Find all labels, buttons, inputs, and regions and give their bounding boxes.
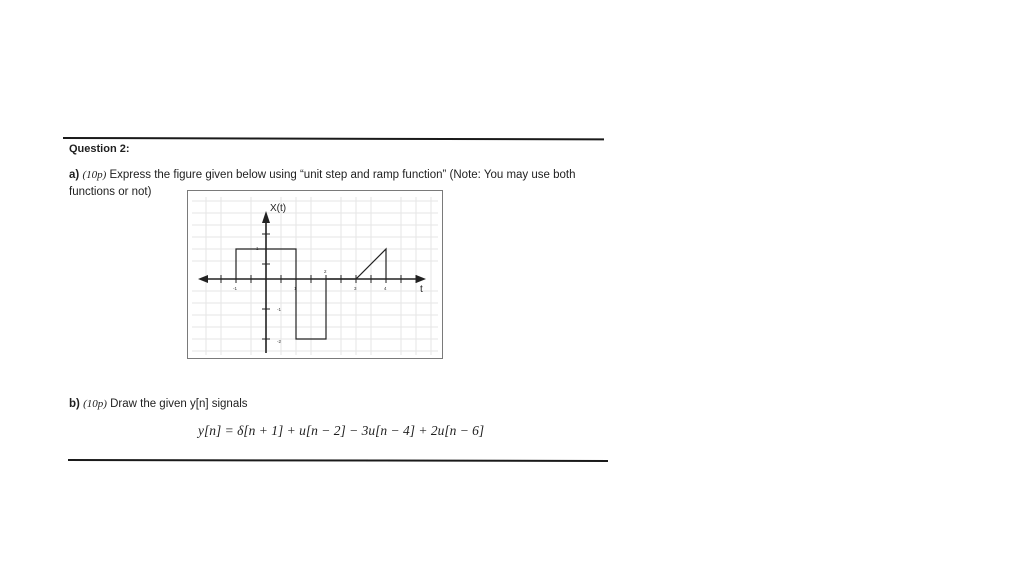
- part-a-label: a): [69, 169, 80, 181]
- question-title: Question 2:: [69, 143, 130, 155]
- x-axis-left-arrow: [198, 275, 208, 283]
- signal-equation: y[n] = δ[n + 1] + u[n − 2] − 3u[n − 4] + 2u[n − 6]: [198, 423, 485, 438]
- y-tick-label: 1: [256, 246, 259, 251]
- part-a-points: (10p): [82, 169, 107, 181]
- y-tick-label: -1: [277, 307, 282, 312]
- part-a-instruction-cont: functions or not): [69, 186, 152, 198]
- y-axis-label: X(t): [270, 203, 287, 214]
- signal-plot: [188, 191, 442, 358]
- signal-figure: [187, 190, 443, 359]
- x-tick-label: 2: [324, 269, 327, 274]
- top-divider: [63, 137, 604, 140]
- part-a-instruction: Express the figure given below using “unit step and ramp function” (Note: You may use both: [109, 169, 576, 181]
- part-b-label: b): [69, 398, 80, 410]
- part-a-text: [69, 169, 576, 181]
- x-axis-label: t: [420, 284, 423, 295]
- bottom-divider: [68, 459, 608, 462]
- y-tick-label: -2: [277, 339, 282, 344]
- x-axis-right-arrow: [416, 275, 426, 283]
- part-b-text: [69, 398, 248, 410]
- part-b-instruction: Draw the given y[n] signals: [110, 398, 248, 410]
- x-tick-label: 3: [354, 286, 357, 291]
- x-tick-label: 1: [294, 286, 297, 291]
- x-tick-label: -1: [233, 286, 238, 291]
- part-b-points: (10p): [83, 398, 107, 410]
- x-tick-label: 4: [384, 286, 387, 291]
